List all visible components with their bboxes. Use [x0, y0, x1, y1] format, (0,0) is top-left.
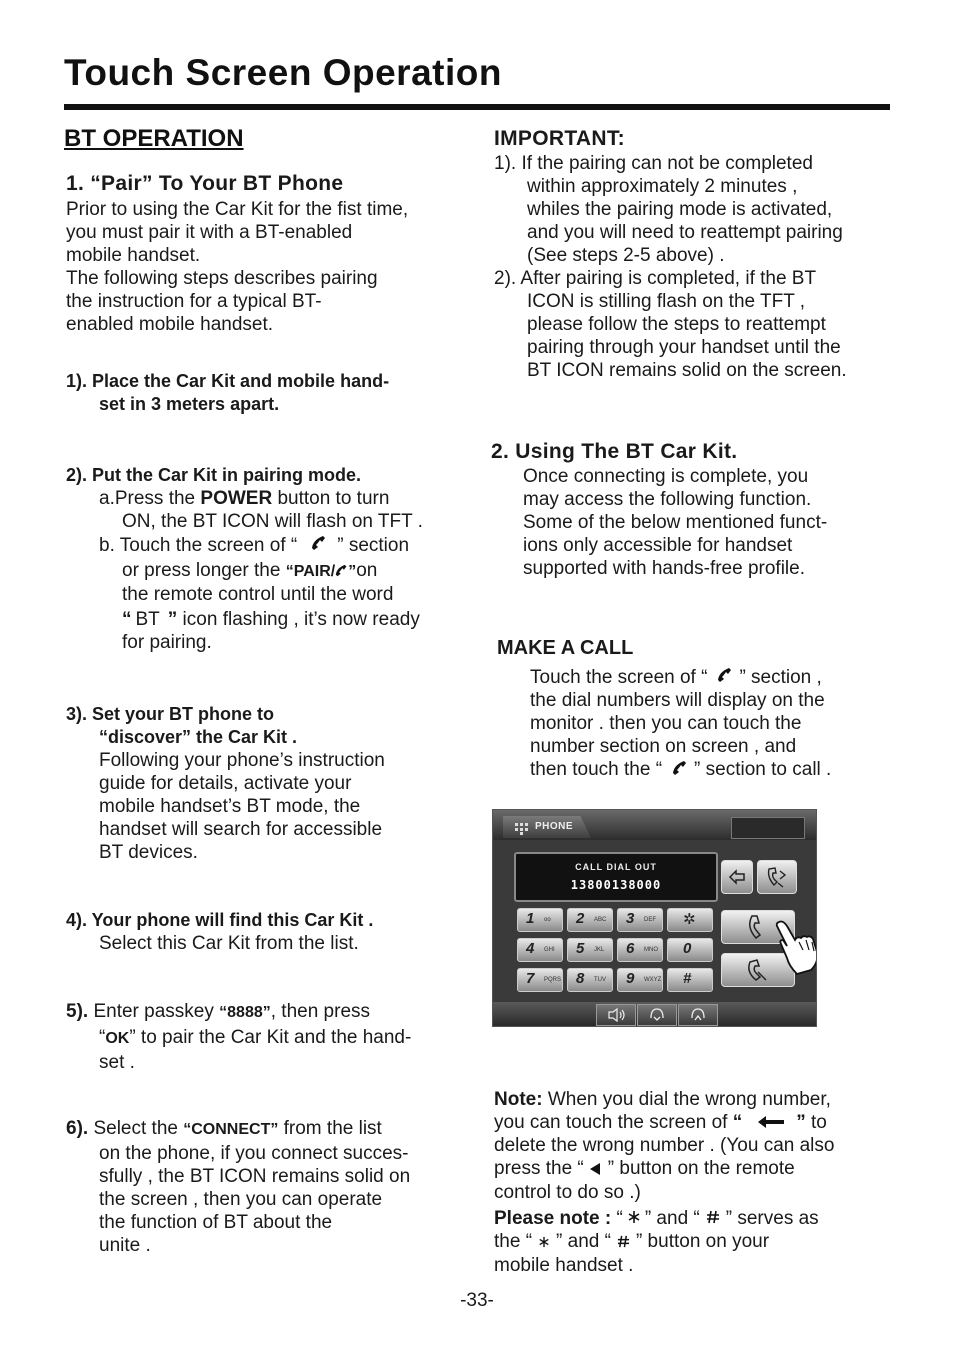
using-line: Some of the below mentioned funct- [523, 512, 828, 533]
please-note-text: ” and “ [556, 1231, 611, 1253]
phone-handset-icon [311, 534, 327, 557]
step-6-line: the screen , then you can operate [99, 1189, 383, 1210]
triangle-left-icon [590, 1158, 600, 1181]
important-list [494, 152, 847, 382]
please-note-text: ” and “ [644, 1208, 700, 1229]
step-1-line: set in 3 meters apart. [99, 394, 280, 414]
pair-heading: 1. “Pair” To Your BT Phone [66, 172, 344, 195]
hash-icon [617, 1231, 630, 1254]
step-2b-line: for pairing. [122, 632, 212, 654]
step-5-text: , then press [270, 1001, 371, 1022]
pair-label: ” [348, 563, 357, 581]
key-digit: 2 [576, 910, 585, 927]
key-letters: MNO [644, 947, 658, 953]
headset-icon [679, 1005, 717, 1025]
important-line: and you will need to reattempt pairing [527, 222, 843, 243]
phone-handset-icon [717, 666, 733, 689]
keypad-key[interactable] [667, 938, 713, 962]
step-3-body [99, 749, 385, 864]
call-text: Touch the screen of “ [530, 667, 708, 688]
keypad-key[interactable] [517, 938, 563, 962]
key-digit: 6 [626, 940, 635, 957]
intro-line: you must pair it with a BT-enabled [66, 222, 353, 243]
note-text: ” button on the remote [607, 1158, 795, 1180]
keypad-key[interactable] [567, 938, 613, 962]
key-digit: 0 [683, 940, 692, 957]
important-line: please follow the steps to reattempt [527, 314, 826, 335]
call-text: then touch the “ [530, 759, 663, 781]
step-4-body: Select this Car Kit from the list. [99, 933, 359, 954]
note-text: to [805, 1112, 827, 1133]
power-label: POWER [200, 488, 273, 509]
key-digit: 4 [526, 940, 535, 957]
keypad-key[interactable] [517, 908, 563, 932]
bt-quote: “ [122, 609, 132, 631]
keypad-key[interactable] [617, 938, 663, 962]
headset-up-button[interactable] [678, 1004, 718, 1026]
key-digit: 9 [626, 970, 635, 987]
bt-quote: ” [167, 609, 178, 631]
step-2b-line: the remote control until the word [122, 584, 394, 606]
phone-handset-icon [672, 759, 688, 782]
phone-transfer-icon [758, 861, 796, 893]
note-text: you can touch the screen of [494, 1112, 733, 1133]
keypad-key[interactable] [567, 968, 613, 992]
using-body [523, 465, 827, 580]
please-note-block [494, 1207, 819, 1277]
connect-label: “CONNECT” [183, 1121, 279, 1138]
step-6 [66, 1117, 410, 1257]
step-2a-text: button to turn [272, 488, 390, 509]
pointing-hand-icon [775, 918, 817, 983]
step-2a-text: a.Press the [99, 488, 201, 509]
section-heading: BT OPERATION [64, 125, 244, 152]
please-note-text: ” serves as [725, 1208, 819, 1229]
key-digit: ✲ [683, 911, 696, 928]
note-quote: ” [796, 1112, 806, 1133]
note-line: control to do so .) [494, 1181, 641, 1203]
important-heading: IMPORTANT: [494, 127, 625, 150]
using-line: Once connecting is complete, you [523, 466, 809, 487]
important-line: 1). If the pairing can not be completed [494, 153, 813, 174]
note-text: press the “ [494, 1158, 584, 1180]
key-digit: 1 [526, 910, 535, 927]
please-note-text: the “ [494, 1231, 533, 1253]
headset-down-button[interactable] [637, 1004, 677, 1026]
step-6-line: the function of BT about the [99, 1212, 333, 1233]
intro-line: the instruction for a typical BT- [66, 291, 322, 312]
important-line: (See steps 2-5 above) . [527, 245, 725, 266]
step-6-line: on the phone, if you connect succes- [99, 1143, 409, 1164]
call-text: ” section , [739, 667, 822, 688]
phone-handset-icon [335, 560, 348, 583]
important-line: 2). After pairing is completed, if the BT [494, 268, 817, 289]
step-4-heading: 4). Your phone will find this Car Kit . [66, 910, 374, 930]
step-3-line: 3). Set your BT phone to [66, 704, 275, 724]
step-3-heading [66, 703, 297, 749]
intro-line: enabled mobile handset. [66, 314, 274, 335]
step-2b-text: or press longer the [122, 560, 286, 582]
key-digit: 8 [576, 970, 585, 987]
page-title: Touch Screen Operation [64, 52, 502, 93]
call-line: number section on screen , and [530, 736, 797, 758]
step-2-body [66, 487, 423, 654]
step-2b-text: b. Touch the screen of “ [99, 535, 298, 556]
keypad-key[interactable] [667, 908, 713, 932]
key-digit: 3 [626, 910, 635, 927]
note-block [494, 1088, 834, 1204]
please-note-text: ” button on your [635, 1231, 770, 1253]
please-note-line: mobile handset . [494, 1254, 634, 1276]
step-3-body-line: guide for details, activate your [99, 773, 352, 794]
step-3-body-line: mobile handset’s BT mode, the [99, 796, 361, 817]
transfer-call-button[interactable] [757, 860, 797, 894]
using-line: ions only accessible for handset [523, 535, 793, 556]
key-letters: PQRS [544, 977, 562, 983]
phone-title: PHONE [535, 821, 574, 832]
dial-number: 13800138000 [570, 878, 662, 892]
keypad-key[interactable] [517, 968, 563, 992]
step-3-body-line: Following your phone’s instruction [99, 750, 385, 771]
pair-label: “PAIR/ [285, 563, 336, 581]
please-note-text: “ [611, 1208, 623, 1229]
phone-bar-slot [731, 817, 805, 839]
dial-display [514, 852, 718, 902]
step-3-body-line: handset will search for accessible [99, 819, 383, 840]
hash-icon [706, 1207, 720, 1230]
key-letters: DEF [644, 917, 656, 923]
step-5-text: Enter passkey [88, 1001, 220, 1022]
key-letters: ABC [594, 917, 607, 923]
page-number: -33- [460, 1290, 494, 1311]
left-arrow-icon [758, 1111, 784, 1134]
make-call-body [530, 666, 831, 782]
dial-status: CALL DIAL OUT [575, 862, 657, 872]
key-digit: # [683, 970, 692, 987]
important-line: whiles the pairing mode is activated, [527, 199, 833, 220]
step-6-line: unite . [99, 1235, 151, 1256]
key-letters: GHI [544, 947, 555, 953]
step-3-body-line: BT devices. [99, 842, 198, 863]
volume-button[interactable] [596, 1004, 636, 1026]
step-2-heading: 2). Put the Car Kit in pairing mode. [66, 465, 362, 485]
step-5-line: set . [99, 1052, 135, 1073]
step-1-line: 1). Place the Car Kit and mobile hand- [66, 371, 390, 391]
title-divider [64, 104, 890, 110]
using-line: supported with hands-free profile. [523, 558, 805, 579]
step-5-text: ” to pair the Car Kit and the hand- [129, 1027, 412, 1048]
keypad-key[interactable] [617, 968, 663, 992]
passkey: “8888” [219, 1004, 271, 1021]
step-1 [66, 370, 389, 416]
key-letters: TUV [594, 977, 606, 983]
call-line: monitor . then you can touch the [530, 713, 802, 735]
speaker-icon [597, 1005, 635, 1025]
keypad-key[interactable] [617, 908, 663, 932]
important-line: within approximately 2 minutes , [527, 176, 798, 197]
headset-icon [638, 1005, 676, 1025]
pair-intro [66, 198, 408, 336]
backspace-button[interactable] [721, 860, 753, 894]
using-line: may access the following function. [523, 489, 812, 510]
call-line: the dial numbers will display on the [530, 690, 825, 712]
step-3-line: “discover” the Car Kit . [99, 727, 298, 747]
key-letters: JKL [594, 947, 605, 953]
step-6-num: 6). [66, 1118, 89, 1139]
step-6-text: Select the [88, 1118, 184, 1139]
intro-line: mobile handset. [66, 245, 201, 266]
note-line: delete the wrong number . (You can also [494, 1135, 835, 1157]
keypad-key[interactable] [567, 908, 613, 932]
intro-line: Prior to using the Car Kit for the fist time, [66, 199, 409, 220]
intro-line: The following steps describes pairing [66, 268, 378, 289]
asterisk-icon [627, 1207, 641, 1230]
step-5-num: 5). [66, 1001, 89, 1022]
step-5-text: “ [99, 1027, 106, 1048]
note-text: When you dial the wrong number, [542, 1089, 831, 1110]
key-letters: WXYZ [644, 977, 662, 983]
step-2a-line: ON, the BT ICON will flash on TFT . [122, 511, 423, 532]
make-call-heading: MAKE A CALL [497, 637, 634, 659]
using-heading: 2. Using The BT Car Kit. [491, 440, 738, 463]
important-line: pairing through your handset until the [527, 337, 841, 358]
keypad-key[interactable] [667, 968, 713, 992]
note-quote: “ [732, 1112, 743, 1133]
step-6-line: sfully , the BT ICON remains solid on [99, 1166, 411, 1187]
call-text: ” section to call . [694, 759, 832, 781]
keypad-icon [515, 822, 531, 840]
back-arrow-icon [722, 861, 752, 893]
ok-label: OK [105, 1030, 130, 1047]
please-note-label: Please note : [494, 1208, 612, 1229]
phone-screen-image [492, 809, 817, 1027]
important-line: BT ICON remains solid on the screen. [527, 360, 847, 381]
asterisk-icon [538, 1231, 550, 1254]
step-2b-text: ” section [337, 535, 410, 556]
bt-word: BT [135, 609, 160, 631]
important-line: ICON is stilling flash on the TFT , [527, 291, 806, 312]
key-letters: oo [544, 917, 551, 923]
step-5 [66, 1000, 411, 1074]
key-digit: 5 [576, 940, 585, 957]
step-2b-text: on [356, 560, 378, 582]
step-6-text: from the list [278, 1118, 382, 1139]
key-digit: 7 [526, 970, 535, 987]
step-2b-text: icon flashing , it’s now ready [177, 609, 420, 631]
note-label: Note: [494, 1089, 543, 1110]
